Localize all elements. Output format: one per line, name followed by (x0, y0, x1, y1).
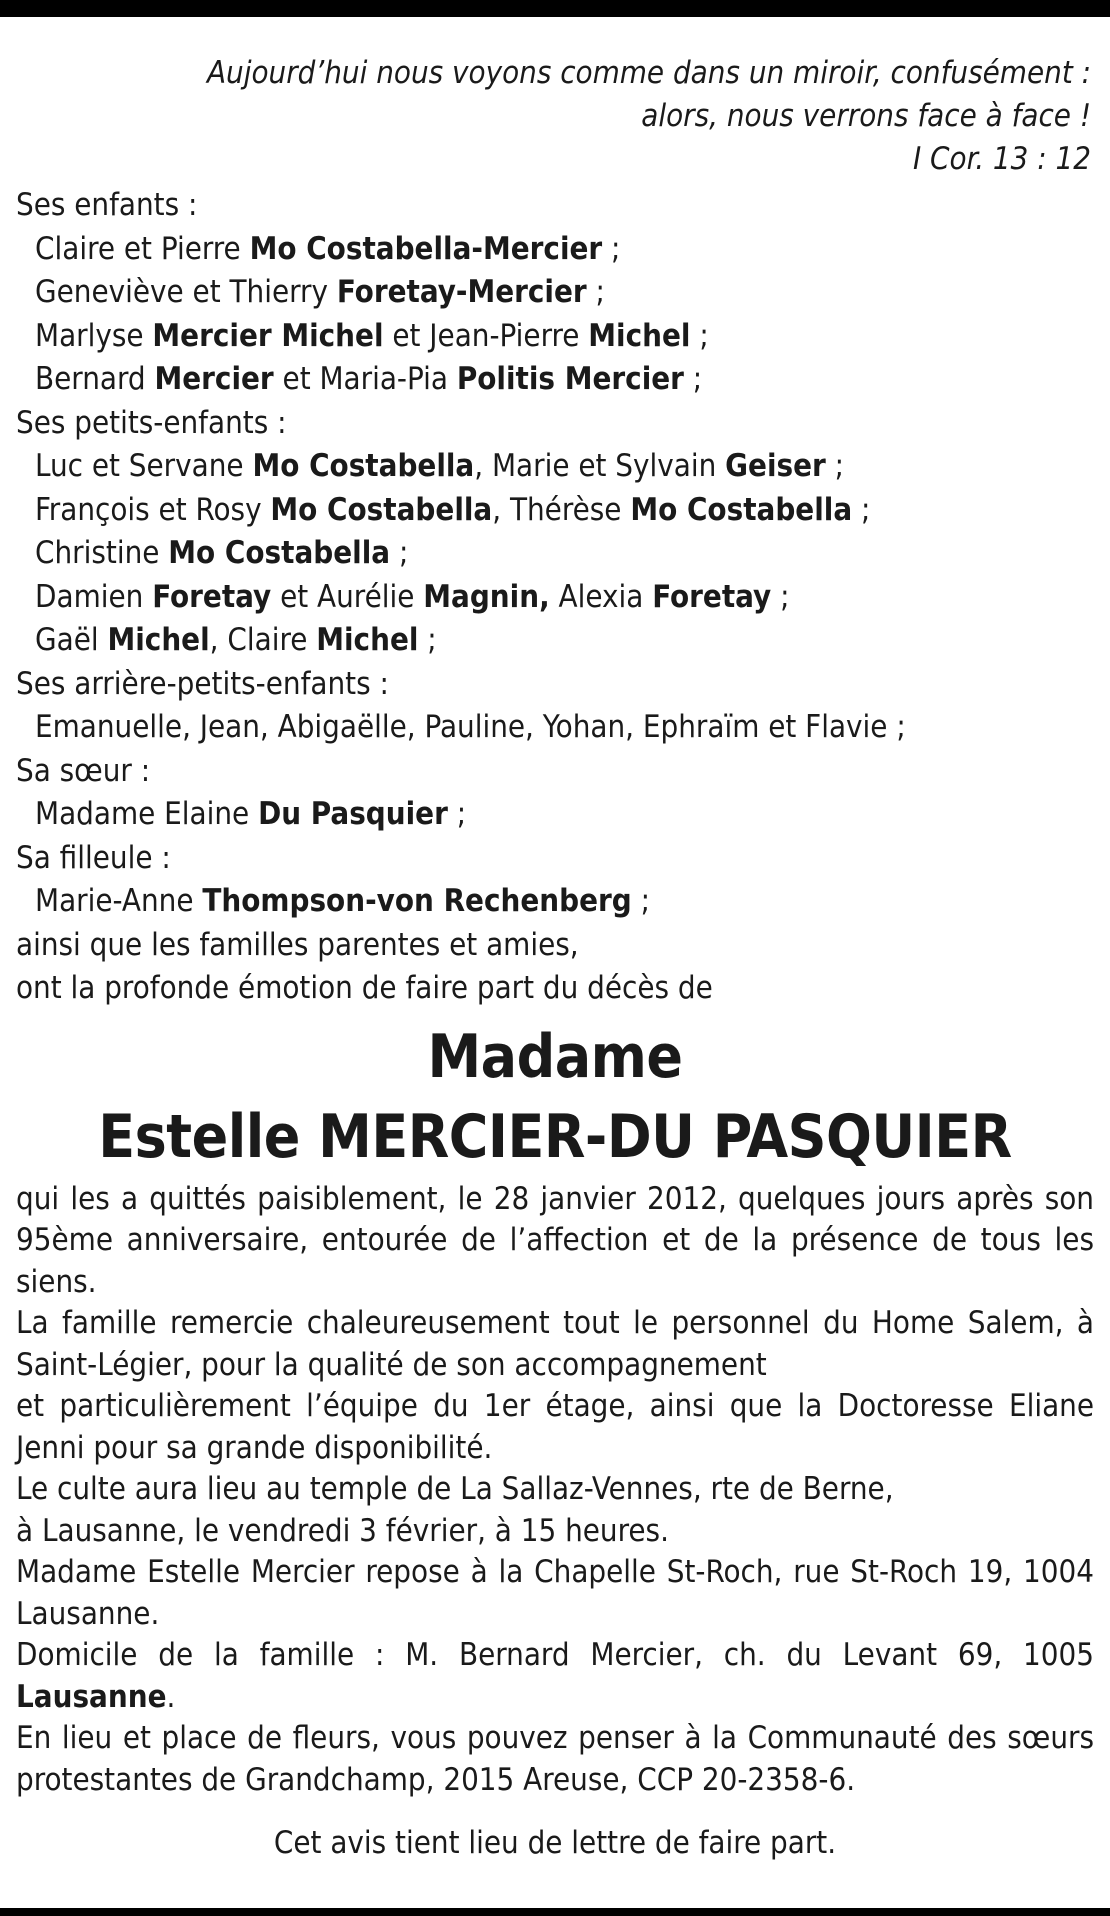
passing-paragraph: qui les a quittés paisiblement, le 28 janvier 2012, quelques jours après son 95ème anniversaire, entourée de l’affection et de la présence de tous les siens. (16, 1180, 1094, 1300)
thanks-continued-paragraph: et particulièrement l’équipe du 1er étage, ainsi que la Doctoresse Eliane Jenni pour sa grande disponibilité. (16, 1388, 1094, 1466)
top-border-rule (0, 0, 1110, 17)
family-address-paragraph: Domicile de la famille : M. Bernard Mercier, ch. du Levant 69, 1005 Lausanne. (16, 1637, 1094, 1715)
also-families-line: ainsi que les familles parentes et amies, (16, 926, 579, 963)
goddaughter-heading: Sa filleule : (16, 839, 171, 876)
children-heading: Ses enfants : (16, 187, 198, 223)
notice-body (16, 1179, 1094, 1802)
closing-note: Cet avis tient lieu de lettre de faire part. (273, 1825, 837, 1861)
grandchild-entry: Luc et Servane Mo Costabella, Marie et Sylvain Geiser ; (35, 448, 845, 484)
sister-heading: Sa sœur : (16, 752, 151, 789)
grandchild-entry: Damien Foretay et Aurélie Magnin, Alexia Foretay ; (35, 578, 790, 615)
epigraph-reference: I Cor. 13 : 12 (912, 141, 1091, 177)
epigraph (16, 52, 1094, 181)
great-grandchildren-heading: Ses arrière-petits-enfants : (16, 665, 389, 702)
grandchild-entry: François et Rosy Mo Costabella, Thérèse Mo Costabella ; (35, 491, 871, 528)
deceased-name-block (16, 1017, 1094, 1177)
epigraph-line: alors, nous verrons face à face ! (641, 98, 1091, 134)
resting-place-paragraph: Madame Estelle Mercier repose à la Chapelle St-Roch, rue St-Roch 19, 1004 Lausanne. (16, 1554, 1094, 1632)
great-grandchildren-list: Emanuelle, Jean, Abigaëlle, Pauline, Yohan, Ephraïm et Flavie ; (35, 709, 906, 745)
thanks-paragraph: La famille remercie chaleureusement tout le personnel du Home Salem, à Saint-Légier, pour la qualité de son accompagnement (16, 1305, 1094, 1383)
grandchild-entry: Christine Mo Costabella ; (35, 535, 409, 571)
child-entry: Claire et Pierre Mo Costabella-Mercier ; (35, 230, 621, 267)
service-line: Le culte aura lieu au temple de La Sallaz-Vennes, rte de Berne, (16, 1471, 894, 1507)
family-list (16, 184, 1094, 1011)
goddaughter-entry: Marie-Anne Thompson-von Rechenberg ; (35, 883, 651, 919)
grandchildren-heading: Ses petits-enfants : (16, 404, 287, 441)
epigraph-line: Aujourd’hui nous voyons comme dans un miroir, confusément : (206, 55, 1091, 91)
sister-entry: Madame Elaine Du Pasquier ; (35, 796, 467, 832)
child-entry: Marlyse Mercier Michel et Jean-Pierre Michel ; (35, 317, 709, 354)
bottom-border-rule (0, 1908, 1110, 1916)
deceased-full-name: Estelle MERCIER-DU PASQUIER (98, 1101, 1012, 1172)
service-date-line: à Lausanne, le vendredi 3 février, à 15 heures. (16, 1512, 669, 1549)
child-entry: Geneviève et Thierry Foretay-Mercier ; (35, 274, 605, 310)
donation-paragraph: En lieu et place de fleurs, vous pouvez penser à la Communauté des sœurs protestantes de Grandchamp, 2015 Areuse, CCP 20-2358-6. (16, 1720, 1094, 1798)
child-entry: Bernard Mercier et Maria-Pia Politis Mercier ; (35, 361, 703, 397)
announcement-line: ont la profonde émotion de faire part du décès de (16, 970, 713, 1006)
deceased-title: Madame (427, 1021, 683, 1092)
grandchild-entry: Gaël Michel, Claire Michel ; (35, 622, 437, 658)
obituary-notice (16, 52, 1094, 1863)
